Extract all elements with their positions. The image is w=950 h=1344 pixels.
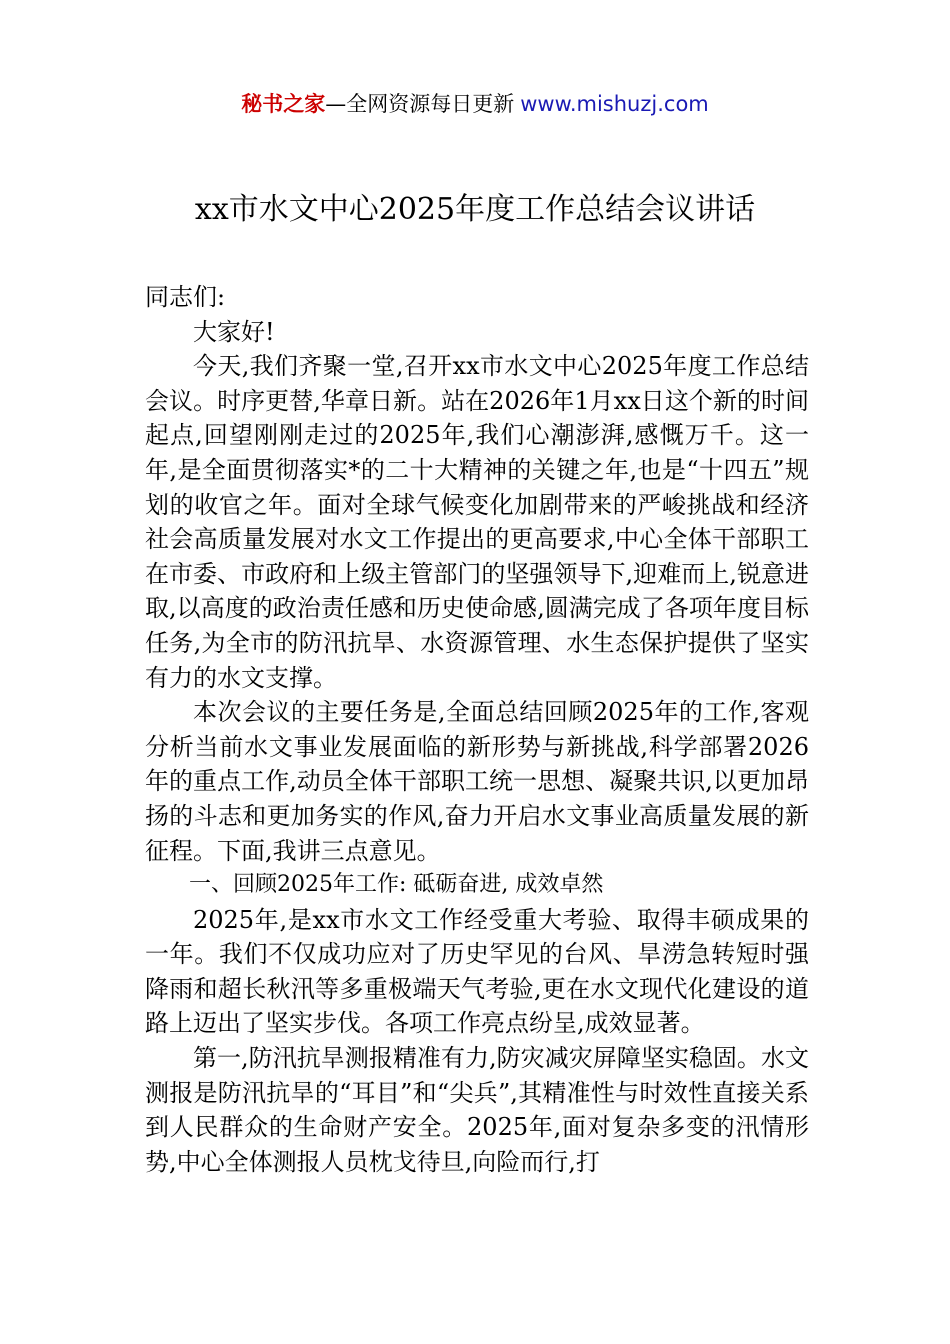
document-body bbox=[145, 280, 809, 1179]
greeting: 大家好! bbox=[193, 317, 275, 346]
paragraph-opening: 今天,我们齐聚一堂,召开xx市水文中心2025年度工作总结会议。时序更替,华章日新。站在2026年1月xx日这个新的时间起点,回望刚刚走过的2025年,我们心潮澎湃,感慨万千。这一年,是全面贯彻落实*的二十大精神的关键之年,也是“十四五”规划的收官之年。面对全球气候变化加剧带来的严峻挑战和经济社会高质量发展对水文工作提出的更高要求,中心全体干部职工在市委、市政府和上级主管部门的坚强领导下,迎难而上,锐意进取,以高度的政治责任感和历史使命感,圆满完成了各项年度目标任务,为全市的防汛抗旱、水资源管理、水生态保护提供了坚实有力的水文支撑。 bbox=[145, 352, 809, 692]
salutation: 同志们: bbox=[145, 283, 226, 311]
paragraph-first-point: 第一,防汛抗旱测报精准有力,防灾减灾屏障坚实稳固。水文测报是防汛抗旱的“耳目”和“尖兵”,其精准性与时效性直接关系到人民群众的生命财产安全。2025年,面对复杂多变的汛情形势,中心全体测报人员枕戈待旦,向险而行,打 bbox=[145, 1044, 809, 1176]
site-url-link[interactable]: www.mishuzj.com bbox=[520, 92, 709, 116]
document-title: xx市水文中心2025年度工作总结会议讲话 bbox=[194, 192, 756, 227]
brand-name[interactable]: 秘书之家 bbox=[241, 92, 326, 116]
header-tagline: —全网资源每日更新 bbox=[325, 92, 515, 116]
site-header bbox=[0, 88, 950, 120]
paragraph-review: 2025年,是xx市水文工作经受重大考验、取得丰硕成果的一年。我们不仅成功应对了历史罕见的台风、旱涝急转短时强降雨和超长秋汛等多重极端天气考验,更在水文现代化建设的道路上迈出了坚实步伐。各项工作亮点纷呈,成效显著。 bbox=[145, 905, 809, 1038]
section-heading: 一、回顾2025年工作: 砥砺奋进, 成效卓然 bbox=[189, 872, 604, 898]
paragraph-tasks: 本次会议的主要任务是,全面总结回顾2025年的工作,客观分析当前水文事业发展面临的新形势与新挑战,科学部署2026年的重点工作,动员全体干部职工统一思想、凝聚共识,以更加昂扬的斗志和更加务实的作风,奋力开启水文事业高质量发展的新征程。下面,我讲三点意见。 bbox=[145, 698, 809, 865]
